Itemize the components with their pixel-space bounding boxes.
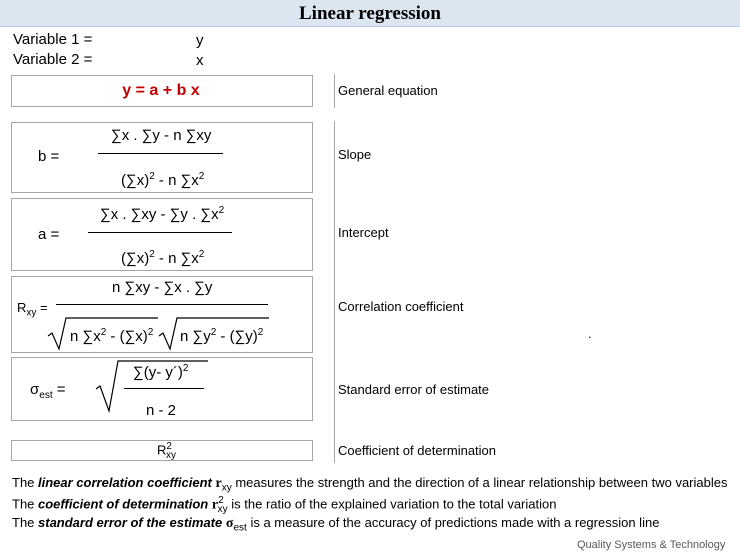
variable-1-value: y bbox=[196, 32, 204, 49]
note-std-error: The standard error of the estimate $\sigma_{est}$ is a measure of the accuracy of predictions made with a regression line bbox=[12, 515, 660, 534]
stray-dot: . bbox=[588, 326, 592, 341]
determination-desc: Coefficient of determination bbox=[338, 443, 497, 458]
slope-denominator: $(\sum x)^2$ - n $\sum x^2$ bbox=[121, 171, 205, 189]
intercept-fraction-bar bbox=[88, 232, 232, 233]
std-error-desc: Standard error of estimate bbox=[338, 382, 490, 397]
correlation-fraction-bar bbox=[56, 304, 268, 305]
std-error-numerator: ∑(y- y´)$^2$ bbox=[133, 363, 189, 381]
slope-desc: Slope bbox=[338, 147, 372, 162]
std-error-fraction-bar bbox=[124, 388, 204, 389]
slope-numerator: ∑x . ∑y - n ∑xy bbox=[111, 127, 212, 144]
intercept-denominator: $(\sum x)^2$ - n $\sum x^2$ bbox=[121, 249, 205, 267]
credit-text: Quality Systems & Technology bbox=[577, 539, 726, 551]
correlation-desc: Correlation coefficient bbox=[338, 299, 464, 314]
note-correlation: The linear correlation coefficient $r_{xy}$ measures the strength and the direction of a linear relationship between two variables bbox=[12, 475, 728, 494]
intercept-desc: Intercept bbox=[338, 225, 389, 240]
intercept-lhs: a = bbox=[38, 226, 60, 243]
intercept-numerator: ∑x . ∑xy - ∑y . $\sum x^2$ bbox=[100, 205, 225, 223]
correlation-radicand-1: n $\sum x^2 - (\sum x)^2$ bbox=[70, 327, 154, 345]
correlation-radicand-2: n $\sum y^2 - (\sum y)^2$ bbox=[180, 327, 264, 345]
std-error-denominator: n - 2 bbox=[146, 402, 177, 419]
page-title: Linear regression bbox=[0, 0, 740, 27]
std-error-lhs: $\sigma_{est}$ = bbox=[30, 381, 66, 401]
slope-fraction-bar bbox=[98, 153, 223, 154]
determination-symbol: $R^2_{xy}$ bbox=[157, 441, 176, 461]
correlation-lhs: $R_{xy}$ = bbox=[17, 300, 48, 319]
note-determination: The coefficient of determination $r^2_{xy}$ is the ratio of the explained variation to the total variation bbox=[12, 495, 557, 515]
general-equation: y = a + b x bbox=[122, 82, 200, 99]
general-equation-desc: General equation bbox=[338, 83, 438, 98]
divider-general bbox=[334, 74, 335, 108]
variable-2-value: x bbox=[196, 52, 204, 69]
divider-main bbox=[334, 121, 335, 463]
slope-lhs: b = bbox=[38, 148, 60, 165]
variable-2-label: Variable 2 = bbox=[13, 51, 93, 68]
variable-1-label: Variable 1 = bbox=[13, 31, 93, 48]
correlation-numerator: n ∑xy - ∑x . ∑y bbox=[112, 279, 213, 296]
